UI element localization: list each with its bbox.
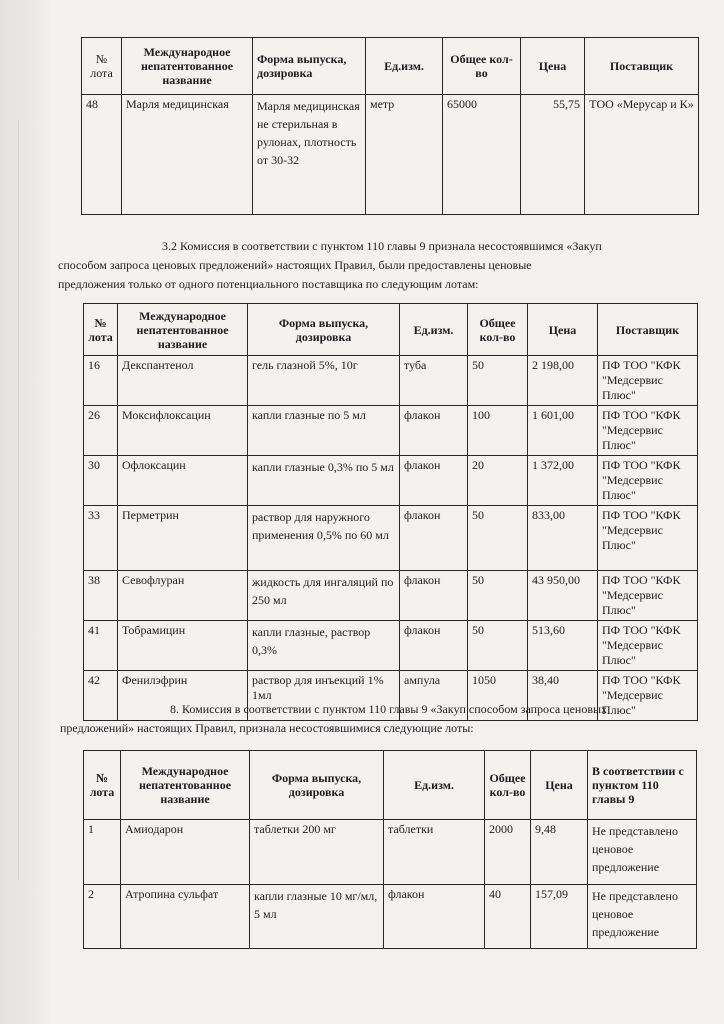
cell-qty: 50 [468, 621, 528, 671]
table-row [84, 356, 698, 406]
table-row [84, 885, 697, 949]
cell-price: 55,75 [521, 95, 585, 215]
col-header-form: Форма выпуска, дозировка [248, 304, 400, 356]
table-row [84, 506, 698, 571]
cell-price: 43 950,00 [528, 571, 598, 621]
cell-supplier: ПФ ТОО "КФК "Медсервис Плюс" [598, 621, 698, 671]
col-header-name: Международное непатентованное название [122, 38, 253, 95]
cell-unit: туба [400, 356, 468, 406]
cell-lot: 48 [82, 95, 122, 215]
cell-supplier: ПФ ТОО "КФК "Медсервис Плюс" [598, 506, 698, 571]
table-row [84, 621, 698, 671]
cell-form: раствор для наружного применения 0,5% по 60 мл [248, 506, 400, 571]
lot-table-single-supplier [83, 303, 698, 721]
cell-form: таблетки 200 мг [250, 820, 384, 885]
cell-name: Фенилэфрин [118, 671, 248, 721]
table-header-row [82, 38, 699, 95]
cell-supplier: ПФ ТОО "КФК "Медсервис Плюс" [598, 456, 698, 506]
cell-name: Офлоксацин [118, 456, 248, 506]
cell-name: Севофлуран [118, 571, 248, 621]
cell-lot: 33 [84, 506, 118, 571]
cell-form: капли глазные 10 мг/мл, 5 мл [250, 885, 384, 949]
col-header-lot: № лота [84, 304, 118, 356]
col-header-qty: Общее кол-во [485, 751, 531, 820]
table-row [84, 820, 697, 885]
cell-name: Тобрамицин [118, 621, 248, 671]
col-header-form: Форма выпуска, дозировка [250, 751, 384, 820]
col-header-status: В соответствии с пунктом 110 главы 9 [588, 751, 697, 820]
col-header-unit: Ед.изм. [384, 751, 485, 820]
cell-qty: 50 [468, 506, 528, 571]
col-header-supplier: Поставщик [585, 38, 699, 95]
col-header-qty: Общее кол-во [443, 38, 521, 95]
col-header-name: Международное непатентованное название [118, 304, 248, 356]
paragraph-line: предложений» настоящих Правил, признала несостоявшимися следующие лоты: [60, 721, 474, 735]
cell-price: 833,00 [528, 506, 598, 571]
cell-name: Перметрин [118, 506, 248, 571]
cell-lot: 42 [84, 671, 118, 721]
cell-lot: 41 [84, 621, 118, 671]
col-header-name: Международное непатентованное название [121, 751, 250, 820]
cell-lot: 2 [84, 885, 121, 949]
cell-price: 9,48 [531, 820, 588, 885]
cell-form: Марля медицинская не стерильная в рулонах, плотность от 30-32 [253, 95, 366, 215]
cell-form: капли глазные по 5 мл [248, 406, 400, 456]
paragraph-line: 8. Комиссия в соответствии с пунктом 110 главы 9 «Закуп способом запроса ценовых [170, 702, 608, 716]
cell-price: 2 198,00 [528, 356, 598, 406]
cell-unit: флакон [400, 506, 468, 571]
cell-qty: 100 [468, 406, 528, 456]
cell-name: Атропина сульфат [121, 885, 250, 949]
cell-qty: 20 [468, 456, 528, 506]
cell-form: гель глазной 5%, 10г [248, 356, 400, 406]
table-row [82, 95, 699, 215]
cell-price: 513,60 [528, 621, 598, 671]
cell-qty: 2000 [485, 820, 531, 885]
col-header-price: Цена [521, 38, 585, 95]
cell-form: раствор для инъекций 1% 1мл [248, 671, 400, 721]
cell-supplier: ТОО «Мерусар и К» [585, 95, 699, 215]
cell-unit: флакон [400, 621, 468, 671]
cell-lot: 38 [84, 571, 118, 621]
col-header-form: Форма выпуска, дозировка [253, 38, 366, 95]
page-edge-shadow [0, 0, 52, 1024]
cell-price: 157,09 [531, 885, 588, 949]
cell-price: 1 372,00 [528, 456, 598, 506]
col-header-supplier: Поставщик [598, 304, 698, 356]
col-header-lot: № лота [84, 751, 121, 820]
cell-unit: ампула [400, 671, 468, 721]
col-header-unit: Ед.изм. [400, 304, 468, 356]
cell-qty: 1050 [468, 671, 528, 721]
cell-lot: 1 [84, 820, 121, 885]
cell-supplier: ПФ ТОО "КФК "Медсервис Плюс" [598, 356, 698, 406]
cell-unit: таблетки [384, 820, 485, 885]
cell-name: Марля медицинская [122, 95, 253, 215]
table-row [84, 456, 698, 506]
paragraph-line: способом запроса ценовых предложений» настоящих Правил, были предоставлены ценовые [58, 258, 532, 272]
cell-form: жидкость для ингаляций по 250 мл [248, 571, 400, 621]
paragraph-line: 3.2 Комиссия в соответствии с пунктом 110 главы 9 признала несостоявшимся «Закуп [162, 239, 602, 253]
cell-status: Не представлено ценовое предложение [588, 885, 697, 949]
cell-form: капли глазные, раствор 0,3% [248, 621, 400, 671]
cell-supplier: ПФ ТОО "КФК "Медсервис Плюс" [598, 571, 698, 621]
lot-table-failed [83, 750, 697, 949]
cell-price: 38,40 [528, 671, 598, 721]
cell-lot: 30 [84, 456, 118, 506]
table-header-row [84, 304, 698, 356]
cell-qty: 65000 [443, 95, 521, 215]
cell-price: 1 601,00 [528, 406, 598, 456]
col-header-price: Цена [531, 751, 588, 820]
lot-table-single [81, 37, 699, 215]
cell-name: Декспантенол [118, 356, 248, 406]
cell-supplier: ПФ ТОО "КФК "Медсервис Плюс" [598, 671, 698, 721]
cell-unit: метр [366, 95, 443, 215]
cell-lot: 26 [84, 406, 118, 456]
col-header-lot: № лота [82, 38, 122, 95]
col-header-unit: Ед.изм. [366, 38, 443, 95]
cell-unit: флакон [384, 885, 485, 949]
cell-name: Амиодарон [121, 820, 250, 885]
cell-unit: флакон [400, 406, 468, 456]
table-row [84, 571, 698, 621]
cell-qty: 50 [468, 356, 528, 406]
cell-name: Моксифлоксацин [118, 406, 248, 456]
paragraph-line: предложения только от одного потенциального поставщика по следующим лотам: [58, 277, 479, 291]
col-header-qty: Общее кол-во [468, 304, 528, 356]
cell-status: Не представлено ценовое предложение [588, 820, 697, 885]
cell-supplier: ПФ ТОО "КФК "Медсервис Плюс" [598, 406, 698, 456]
cell-lot: 16 [84, 356, 118, 406]
cell-qty: 40 [485, 885, 531, 949]
cell-unit: флакон [400, 456, 468, 506]
table-header-row [84, 751, 697, 820]
col-header-price: Цена [528, 304, 598, 356]
paragraph-8 [60, 700, 696, 738]
cell-qty: 50 [468, 571, 528, 621]
table-row [84, 406, 698, 456]
paragraph-3-2 [58, 237, 700, 294]
cell-form: капли глазные 0,3% по 5 мл [248, 456, 400, 506]
cell-unit: флакон [400, 571, 468, 621]
